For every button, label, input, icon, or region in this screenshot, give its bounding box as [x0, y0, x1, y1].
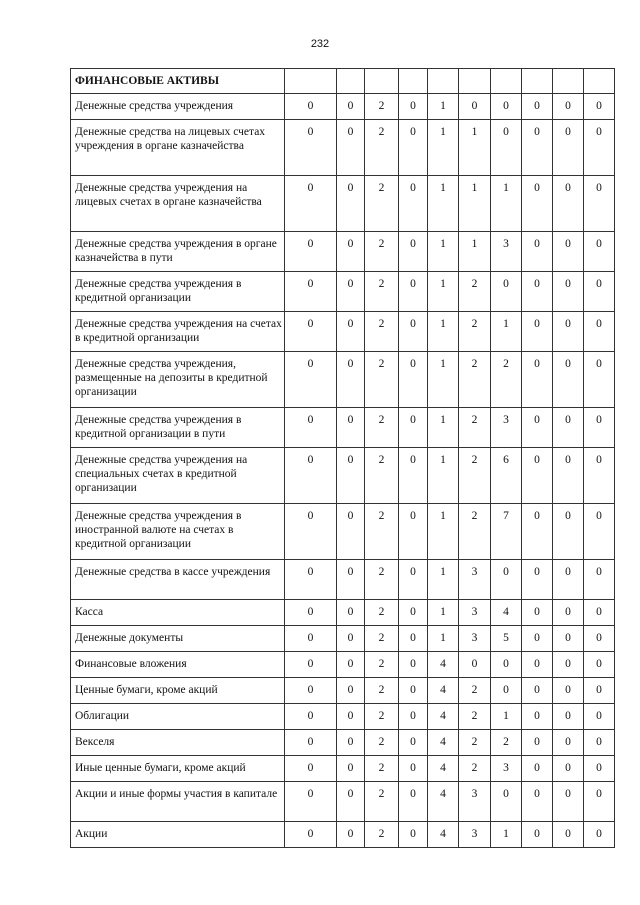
account-code-digit: 0: [491, 652, 522, 678]
account-code-digit: 0: [522, 94, 553, 120]
account-code-digit: 0: [337, 120, 365, 176]
account-code-digit: 0: [285, 448, 337, 504]
account-code-digit: 0: [285, 626, 337, 652]
account-code-digit: 0: [584, 782, 615, 822]
account-code-digit: 1: [428, 352, 459, 408]
account-code-digit: 0: [285, 408, 337, 448]
account-code-digit: 0: [399, 626, 428, 652]
account-code-digit: 0: [459, 652, 491, 678]
account-row: [71, 782, 615, 822]
account-row: [71, 352, 615, 408]
account-code-digit: 0: [522, 756, 553, 782]
account-name: Денежные средства учреждения в кредитной организации в пути: [71, 408, 285, 448]
header-empty-cell: [459, 69, 491, 94]
header-empty-cell: [399, 69, 428, 94]
account-name: Денежные средства учреждения в кредитной организации: [71, 272, 285, 312]
account-code-digit: 0: [522, 504, 553, 560]
account-name: Денежные средства в кассе учреждения: [71, 560, 285, 600]
account-code-digit: 0: [285, 94, 337, 120]
account-code-digit: 1: [428, 626, 459, 652]
account-code-digit: 1: [428, 232, 459, 272]
account-code-digit: 0: [337, 272, 365, 312]
header-empty-cell: [337, 69, 365, 94]
account-code-digit: 0: [491, 678, 522, 704]
account-code-digit: 1: [428, 448, 459, 504]
account-code-digit: 0: [584, 272, 615, 312]
account-code-digit: 3: [459, 782, 491, 822]
account-code-digit: 1: [428, 272, 459, 312]
account-code-digit: 0: [553, 600, 584, 626]
account-code-digit: 0: [337, 176, 365, 232]
account-code-digit: 4: [428, 704, 459, 730]
account-code-digit: 0: [285, 176, 337, 232]
account-row: [71, 176, 615, 232]
account-code-digit: 0: [522, 352, 553, 408]
account-code-digit: 3: [491, 756, 522, 782]
account-code-digit: 0: [522, 120, 553, 176]
account-code-digit: 0: [285, 232, 337, 272]
account-code-digit: 0: [553, 678, 584, 704]
account-name: Векселя: [71, 730, 285, 756]
account-code-digit: 2: [365, 704, 399, 730]
account-code-digit: 2: [459, 448, 491, 504]
account-code-digit: 0: [285, 756, 337, 782]
account-name: Акции и иные формы участия в капитале: [71, 782, 285, 822]
account-code-digit: 4: [428, 822, 459, 848]
account-code-digit: 0: [399, 408, 428, 448]
account-code-digit: 0: [522, 232, 553, 272]
account-code-digit: 0: [285, 704, 337, 730]
account-code-digit: 2: [365, 782, 399, 822]
account-code-digit: 0: [584, 176, 615, 232]
account-row: [71, 560, 615, 600]
account-code-digit: 0: [584, 678, 615, 704]
account-row: [71, 756, 615, 782]
account-code-digit: 0: [553, 652, 584, 678]
account-code-digit: 0: [522, 560, 553, 600]
account-row: [71, 120, 615, 176]
account-code-digit: 4: [428, 652, 459, 678]
account-code-digit: 0: [491, 94, 522, 120]
account-code-digit: 0: [285, 120, 337, 176]
section-title: ФИНАНСОВЫЕ АКТИВЫ: [71, 69, 285, 94]
account-code-digit: 0: [285, 678, 337, 704]
account-code-digit: 1: [428, 94, 459, 120]
account-name: Денежные средства учреждения на специальных счетах в кредитной организации: [71, 448, 285, 504]
account-code-digit: 0: [399, 704, 428, 730]
account-code-digit: 0: [337, 448, 365, 504]
account-code-digit: 2: [365, 94, 399, 120]
account-code-digit: 0: [491, 782, 522, 822]
account-code-digit: 2: [459, 408, 491, 448]
account-code-digit: 0: [553, 94, 584, 120]
account-code-digit: 4: [491, 600, 522, 626]
account-row: [71, 448, 615, 504]
account-code-digit: 0: [285, 652, 337, 678]
account-code-digit: 0: [553, 272, 584, 312]
account-code-digit: 0: [285, 782, 337, 822]
account-code-digit: 0: [522, 704, 553, 730]
account-code-digit: 0: [553, 232, 584, 272]
account-code-digit: 2: [459, 272, 491, 312]
account-code-digit: 0: [399, 312, 428, 352]
account-code-digit: 0: [522, 652, 553, 678]
account-code-digit: 0: [337, 782, 365, 822]
account-code-digit: 5: [491, 626, 522, 652]
account-name: Иные ценные бумаги, кроме акций: [71, 756, 285, 782]
account-code-digit: 0: [337, 704, 365, 730]
account-code-digit: 3: [459, 822, 491, 848]
account-code-digit: 0: [399, 756, 428, 782]
account-code-digit: 4: [428, 678, 459, 704]
account-code-digit: 2: [365, 176, 399, 232]
account-code-digit: 1: [428, 120, 459, 176]
account-code-digit: 0: [337, 756, 365, 782]
account-code-digit: 0: [399, 782, 428, 822]
account-code-digit: 1: [459, 232, 491, 272]
account-code-digit: 0: [553, 408, 584, 448]
account-code-digit: 1: [459, 120, 491, 176]
account-code-digit: 0: [584, 232, 615, 272]
account-code-digit: 0: [584, 756, 615, 782]
header-empty-cell: [522, 69, 553, 94]
account-row: [71, 626, 615, 652]
account-code-digit: 3: [459, 626, 491, 652]
account-code-digit: 0: [584, 730, 615, 756]
account-code-digit: 2: [491, 352, 522, 408]
account-code-digit: 0: [553, 504, 584, 560]
account-code-digit: 0: [337, 678, 365, 704]
account-code-digit: 0: [337, 352, 365, 408]
account-code-digit: 0: [553, 312, 584, 352]
account-code-digit: 2: [459, 352, 491, 408]
account-code-digit: 2: [459, 730, 491, 756]
account-name: Акции: [71, 822, 285, 848]
account-code-digit: 0: [553, 822, 584, 848]
account-code-digit: 1: [428, 600, 459, 626]
account-code-digit: 1: [428, 504, 459, 560]
account-code-digit: 0: [522, 448, 553, 504]
account-code-digit: 0: [337, 600, 365, 626]
account-code-digit: 0: [491, 120, 522, 176]
account-row: [71, 232, 615, 272]
account-code-digit: 1: [428, 408, 459, 448]
account-code-digit: 0: [522, 272, 553, 312]
account-code-digit: 2: [365, 652, 399, 678]
account-code-digit: 0: [553, 782, 584, 822]
page-number: 232: [310, 38, 330, 50]
account-code-digit: 0: [399, 504, 428, 560]
account-code-digit: 0: [584, 312, 615, 352]
account-name: Денежные средства на лицевых счетах учреждения в органе казначейства: [71, 120, 285, 176]
account-code-digit: 1: [491, 176, 522, 232]
account-code-digit: 2: [459, 678, 491, 704]
account-row: [71, 652, 615, 678]
account-code-digit: 0: [285, 504, 337, 560]
account-row: [71, 730, 615, 756]
account-code-digit: 0: [584, 560, 615, 600]
account-code-digit: 1: [491, 312, 522, 352]
account-code-digit: 0: [584, 504, 615, 560]
account-code-digit: 0: [337, 504, 365, 560]
account-code-digit: 0: [285, 272, 337, 312]
account-code-digit: 0: [337, 652, 365, 678]
account-code-digit: 0: [491, 560, 522, 600]
account-code-digit: 0: [553, 730, 584, 756]
account-code-digit: 0: [584, 352, 615, 408]
account-code-digit: 0: [584, 626, 615, 652]
account-name: Касса: [71, 600, 285, 626]
account-code-digit: 7: [491, 504, 522, 560]
account-code-digit: 3: [459, 600, 491, 626]
account-code-digit: 0: [553, 352, 584, 408]
account-code-digit: 0: [584, 120, 615, 176]
account-code-digit: 0: [522, 730, 553, 756]
account-code-digit: 2: [365, 504, 399, 560]
account-code-digit: 4: [428, 756, 459, 782]
account-code-digit: 0: [584, 600, 615, 626]
account-code-digit: 2: [491, 730, 522, 756]
account-code-digit: 2: [365, 560, 399, 600]
account-name: Денежные средства учреждения, размещенные на депозиты в кредитной организации: [71, 352, 285, 408]
account-code-digit: 2: [365, 120, 399, 176]
account-name: Ценные бумаги, кроме акций: [71, 678, 285, 704]
account-code-digit: 0: [399, 652, 428, 678]
account-code-digit: 0: [399, 94, 428, 120]
account-code-digit: 0: [491, 272, 522, 312]
account-code-digit: 0: [553, 756, 584, 782]
account-code-digit: 3: [459, 560, 491, 600]
account-code-digit: 0: [337, 560, 365, 600]
account-code-digit: 0: [584, 704, 615, 730]
account-code-digit: 2: [365, 822, 399, 848]
account-code-digit: 0: [399, 120, 428, 176]
account-code-digit: 1: [491, 704, 522, 730]
account-code-digit: 0: [553, 176, 584, 232]
account-code-digit: 2: [459, 756, 491, 782]
account-code-digit: 0: [399, 600, 428, 626]
account-code-digit: 2: [365, 448, 399, 504]
account-code-digit: 0: [337, 232, 365, 272]
account-code-digit: 0: [522, 600, 553, 626]
account-code-digit: 2: [365, 232, 399, 272]
account-name: Денежные документы: [71, 626, 285, 652]
account-row: [71, 704, 615, 730]
account-row: [71, 272, 615, 312]
account-code-digit: 0: [399, 352, 428, 408]
account-code-digit: 0: [285, 560, 337, 600]
account-code-digit: 2: [365, 600, 399, 626]
header-empty-cell: [584, 69, 615, 94]
account-code-digit: 0: [285, 352, 337, 408]
account-code-digit: 0: [337, 408, 365, 448]
account-code-digit: 1: [428, 312, 459, 352]
header-empty-cell: [428, 69, 459, 94]
header-empty-cell: [365, 69, 399, 94]
account-code-digit: 2: [365, 272, 399, 312]
account-name: Облигации: [71, 704, 285, 730]
account-code-digit: 4: [428, 730, 459, 756]
account-code-digit: 0: [522, 408, 553, 448]
header-empty-cell: [491, 69, 522, 94]
header-empty-cell: [553, 69, 584, 94]
account-code-digit: 0: [399, 272, 428, 312]
account-code-digit: 0: [399, 448, 428, 504]
account-code-digit: 0: [459, 94, 491, 120]
account-code-digit: 2: [365, 756, 399, 782]
account-code-digit: 0: [285, 600, 337, 626]
account-row: [71, 94, 615, 120]
account-code-digit: 4: [428, 782, 459, 822]
account-code-digit: 2: [365, 730, 399, 756]
account-code-digit: 2: [459, 704, 491, 730]
account-code-digit: 2: [365, 352, 399, 408]
account-code-digit: 0: [285, 730, 337, 756]
account-row: [71, 600, 615, 626]
account-code-digit: 0: [584, 822, 615, 848]
account-code-digit: 0: [399, 176, 428, 232]
account-code-digit: 0: [553, 626, 584, 652]
account-code-digit: 0: [553, 120, 584, 176]
account-code-digit: 0: [337, 730, 365, 756]
account-code-digit: 0: [522, 176, 553, 232]
header-empty-cell: [285, 69, 337, 94]
account-code-digit: 0: [285, 312, 337, 352]
account-code-digit: 0: [553, 448, 584, 504]
account-row: [71, 822, 615, 848]
account-row: [71, 312, 615, 352]
account-code-digit: 0: [522, 312, 553, 352]
account-code-digit: 0: [337, 94, 365, 120]
account-name: Денежные средства учреждения: [71, 94, 285, 120]
account-code-digit: 0: [584, 448, 615, 504]
account-code-digit: 2: [459, 504, 491, 560]
account-name: Денежные средства учреждения в иностранной валюте на счетах в кредитной организации: [71, 504, 285, 560]
account-row: [71, 504, 615, 560]
account-row: [71, 678, 615, 704]
account-code-digit: 6: [491, 448, 522, 504]
account-row: [71, 408, 615, 448]
account-name: Денежные средства учреждения на лицевых счетах в органе казначейства: [71, 176, 285, 232]
account-code-digit: 0: [522, 822, 553, 848]
account-code-digit: 2: [365, 312, 399, 352]
account-code-digit: 0: [522, 782, 553, 822]
account-code-digit: 0: [399, 560, 428, 600]
account-code-digit: 0: [584, 408, 615, 448]
account-code-digit: 2: [459, 312, 491, 352]
account-code-digit: 0: [337, 626, 365, 652]
account-code-digit: 0: [399, 730, 428, 756]
section-header-row: [71, 69, 615, 94]
account-code-digit: 0: [399, 822, 428, 848]
account-code-digit: 3: [491, 232, 522, 272]
account-code-digit: 0: [399, 232, 428, 272]
account-code-digit: 0: [522, 678, 553, 704]
account-name: Денежные средства учреждения в органе казначейства в пути: [71, 232, 285, 272]
account-code-digit: 0: [337, 822, 365, 848]
account-code-digit: 1: [428, 176, 459, 232]
account-code-digit: 0: [553, 704, 584, 730]
account-name: Денежные средства учреждения на счетах в кредитной организации: [71, 312, 285, 352]
account-code-digit: 0: [399, 678, 428, 704]
account-code-digit: 0: [584, 94, 615, 120]
account-code-digit: 3: [491, 408, 522, 448]
account-name: Финансовые вложения: [71, 652, 285, 678]
account-code-digit: 2: [365, 626, 399, 652]
account-code-digit: 0: [337, 312, 365, 352]
account-code-digit: 2: [365, 408, 399, 448]
account-code-digit: 1: [428, 560, 459, 600]
account-code-digit: 1: [459, 176, 491, 232]
account-code-digit: 0: [285, 822, 337, 848]
account-code-digit: 0: [522, 626, 553, 652]
account-code-digit: 0: [584, 652, 615, 678]
account-code-digit: 2: [365, 678, 399, 704]
accounts-table: [70, 68, 615, 848]
account-code-digit: 1: [491, 822, 522, 848]
account-code-digit: 0: [553, 560, 584, 600]
